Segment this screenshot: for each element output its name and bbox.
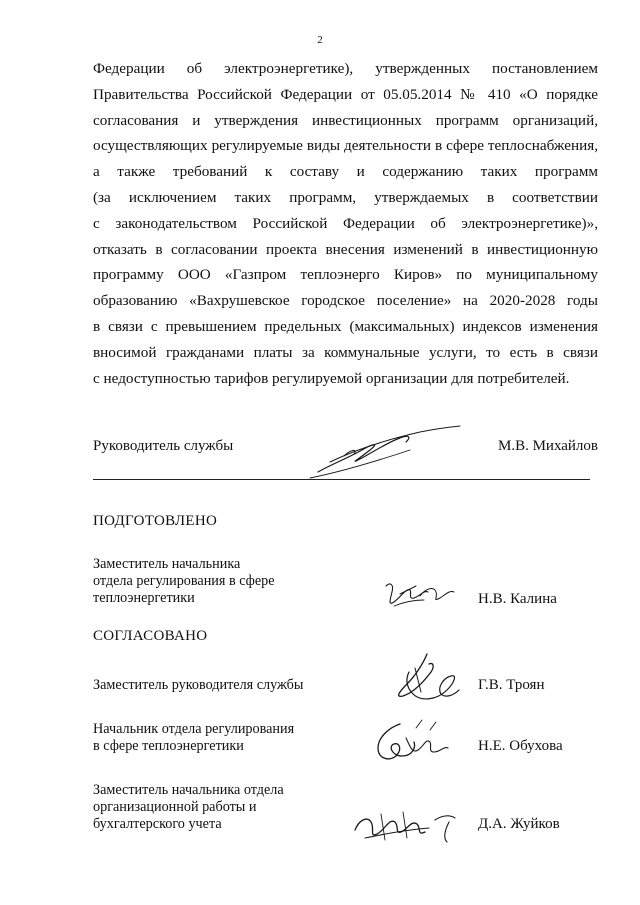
body-line: программу ООО «Газпром теплоэнерго Киров» по муниципальному [93,266,598,284]
position-line: отдела регулирования в сфере [93,573,275,589]
body-line: Правительства Российской Федерации от 05.05.2014 № 410 «О порядке [93,85,598,103]
body-line: с законодательством Российской Федерации об электроэнергетике)», [93,214,598,232]
body-paragraph [93,56,598,391]
prepared-signature-image [380,578,460,614]
approver-signature-image [385,650,475,708]
body-line: осуществляющих регулируемые виды деятельности в сфере теплоснабжения, [93,137,598,155]
position-line: организационной работы и [93,799,257,815]
body-line: образованию «Вахрушевское городское поселение» на 2020-2028 годы [93,292,598,310]
approver-name: Г.В. Троян [478,677,545,693]
separator-line [93,479,590,480]
head-name: М.В. Михайлов [497,438,598,454]
approver-signature-image [345,800,475,848]
position-line: Заместитель начальника [93,556,241,572]
approver-name: Н.Е. Обухова [478,738,563,754]
body-line: в связи с превышением предельных (максимальных) индексов изменения [93,317,598,335]
position-line: Начальник отдела регулирования [93,721,295,737]
position-line: Заместитель руководителя службы [93,677,304,693]
approver-name: Д.А. Жуйков [478,816,560,832]
position-line: бухгалтерского учета [93,816,222,832]
body-line: Федерации об электроэнергетике), утвержденных постановлением [93,60,598,77]
position-line: теплоэнергетики [93,590,195,606]
body-line: а также требований к составу и содержанию таких программ [93,163,598,181]
page-number: 2 [317,34,323,46]
prepared-heading: ПОДГОТОВЛЕНО [93,513,218,529]
body-line: с недоступностью тарифов регулируемой организации для потребителей. [93,369,570,387]
body-line: вносимой гражданами платы за коммунальные услуги, то есть в связи [93,343,598,361]
body-line: отказать в согласовании проекта внесения изменений в инвестиционную [93,240,598,258]
position-line: в сфере теплоэнергетики [93,738,244,754]
head-position: Руководитель службы [93,438,234,454]
head-signature-image [300,420,470,480]
body-line: (за исключением таких программ, утверждаемых в соответствии [93,188,598,206]
position-line: Заместитель начальника отдела [93,782,284,798]
approved-heading: СОГЛАСОВАНО [93,628,208,644]
approver-signature-image [370,716,456,768]
body-line: согласования и утверждения инвестиционных программ организаций, [93,111,598,129]
prepared-name: Н.В. Калина [478,591,557,607]
